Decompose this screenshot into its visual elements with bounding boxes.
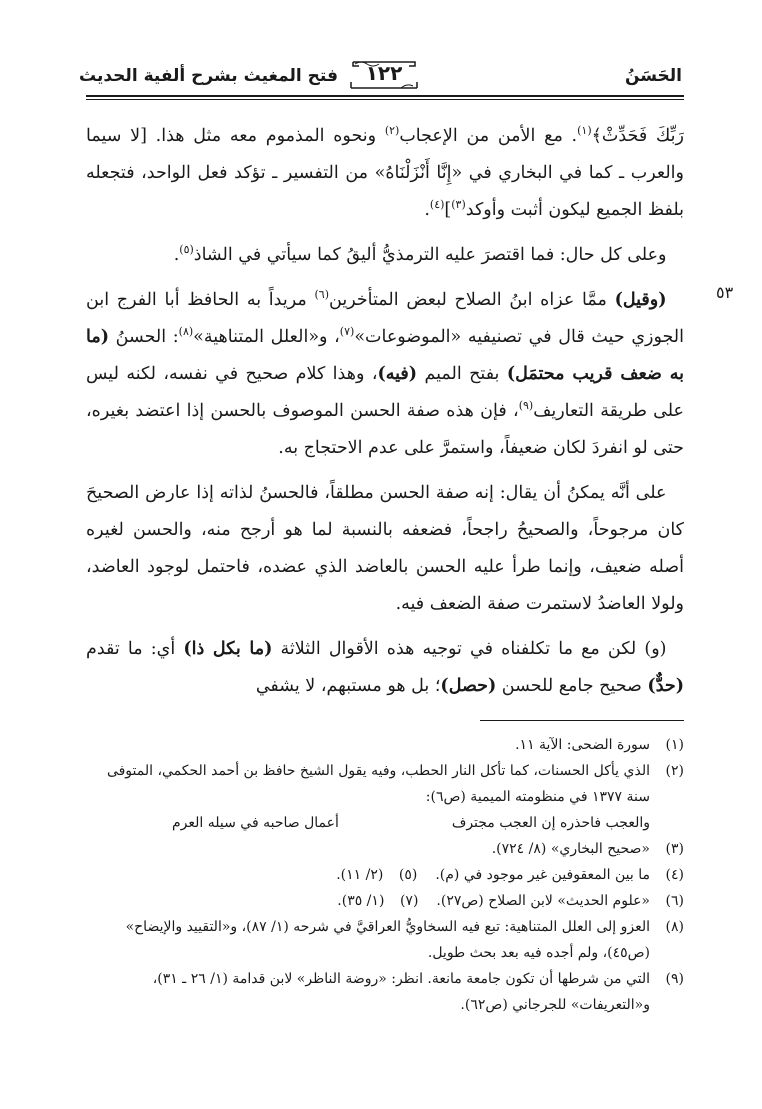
verse-hemistich: أعمال صاحبه في سيله العرم [172,815,339,831]
text-run: : الحسنُ [109,327,179,347]
matn-bold: (ما بكل ذا) [183,639,273,659]
footnote-1 [86,732,684,758]
footnote-text: (٢/ ١١). [336,867,384,883]
footnote-ref: (٤) [429,198,445,212]
footnote-ref: (٨) [178,325,194,339]
paragraph-5 [86,631,684,705]
text-run: صحيح جامع للحسن [496,676,648,696]
poetry-verse [86,810,684,836]
footnote-2 [86,758,684,810]
footnote-ref: (٥) [179,243,194,257]
footnote-text: «صحيح البخاري» (٨/ ٧٢٤). [491,841,650,857]
text-run: على أنَّه يمكنُ أن يقال: إنه صفة الحسن مطلقاً، فالحسنُ لذاته إذا عارض الصحيحَ كان مرجوحاً، والصحيحُ راجحاً، فضعفه بالنسبة لما هو أرجح منه، والحسن لغيره أصله ضعيف، وإنما طرأ عليه الحسن بالعاضد الذي عضده، فاحتمل لوجود العاضد، ولولا العاضدُ لاستمرت صفة الضعف فيه. [86,483,684,614]
matn-bold: (حصل) [440,676,497,696]
footnote-text: (١/ ٣٥). [337,893,385,909]
footnote-separator [480,720,684,721]
paragraph-4 [86,475,684,623]
header-rule [86,95,684,97]
footnote-text: الذي يأكل الحسنات، كما تأكل النار الحطب، وفيه يقول الشيخ حافظ بن أحمد الحكمي، المتوفى سنة ١٣٧٧ في منظومته الميمية (ص٦): [106,763,650,805]
quran-verse-end: رَبِّكَ فَحَدِّثْ﴾ [591,126,684,146]
verse-hemistich: والعجب فاحذره إن العجب مجترف [451,815,650,831]
footnote-number: (٦) [665,893,684,909]
footnote-8 [86,914,684,966]
matn-bold: (فيه) [377,364,418,384]
footnote-text: سورة الضحى: الآية ١١. [515,737,650,753]
paragraph-3 [86,282,684,467]
matn-bold: (وقيل) [614,290,667,310]
footnote-7 [337,888,418,914]
text-run: ممَّا عزاه ابنُ الصلاح لبعض المتأخرين [329,290,615,310]
matn-bold: (حدٌّ) [647,676,684,696]
text-run: . [173,245,180,265]
footnote-number: (٣) [665,841,684,857]
margin-verse-number: ٥٣ [716,283,734,302]
footnote-row [86,862,684,888]
text-run: ؛ بل هو مستبهم، لا يشفي [255,676,441,696]
text-run: أي: ما تقدم [86,639,184,659]
footnote-ref: (١) [577,124,592,138]
matn-bold: (ما به ضعف قريب محتمَل) [86,327,685,384]
footnote-number: (٩) [665,971,684,987]
footnote-5 [336,862,417,888]
main-text [86,118,684,705]
text-run: ] [444,200,452,220]
footnote-3 [86,836,684,862]
paragraph-1 [86,118,684,229]
text-run: بفتح الميم [417,364,507,384]
header-rule-thin [86,99,684,100]
text-run: . [424,200,430,220]
footnote-ref: (٢) [384,124,400,138]
text-run: ، وهذا كلام صحيح في نفسه، لكنه ليس على طريقة التعاريف [86,364,684,421]
footnote-text: ما بين المعقوفين غير موجود في (م). [435,867,650,883]
text-run: ونحوه المذموم معه مثل هذا. [لا سيما والعرب ـ كما في البخاري في «إِنَّا أَنْزَلْنَاهُ» من التفسير ـ تؤكد فعل الواحد، فتجعله بلفظ الجميع ليكون أثبت وأوكد [86,126,684,220]
footnote-number: (١) [665,737,684,753]
footnote-4 [435,862,684,888]
footnote-row [86,888,684,914]
footnote-6 [436,888,684,914]
footnote-ref: (٣) [451,198,466,212]
text-run: (و) لكن مع ما تكلفناه في توجيه هذه الأقوال الثلاثة [272,639,667,659]
paragraph-2 [86,237,684,274]
text-run: وعلى كل حال: فما اقتصرَ عليه الترمذيُّ أليقُ كما سيأتي في الشاذ [193,245,667,265]
header-book-title: فتح المغيث بشرح ألفية الحديث [78,66,338,86]
footnote-ref: (٩) [518,399,534,413]
footnote-text: العزو إلى العلل المتناهية: تبع فيه السخاويُّ العراقيَّ في شرحه (١/ ٨٧)، و«التقييد والإيضاح» (ص٤٥)، ولم أجده فيه بعد بحث طويل. [125,919,650,961]
header-section-title: الحَسَنُ [624,66,682,86]
footnote-number: (٨) [665,919,684,935]
text-run: . مع الأمن من الإعجاب [399,126,578,146]
footnote-number: (٤) [665,867,684,883]
text-run: ، و«العلل المتناهية» [193,327,340,347]
footnote-9 [86,966,684,1018]
footnote-number: (٧) [399,893,419,909]
footnote-ref: (٦) [314,288,330,302]
footnote-number: (٢) [665,763,684,779]
footnote-ref: (٧) [339,325,355,339]
text-run: ، فإن هذه صفة الحسن الموصوف بالحسن إذا اعتضد بغيره، حتى لو انفردَ لكان ضعيفاً، واستمرَّ على عدم الاحتجاج به. [86,401,684,458]
text-run: مريداً به الحافظ أبا الفرج ابن الجوزي حيث قال في تصنيفيه «الموضوعات» [86,290,684,347]
footnote-text: التي من شرطها أن تكون جامعة مانعة. انظر: «روضة الناظر» لابن قدامة (١/ ٢٦ ـ ٣١)، و«التعريفات» للجرجاني (ص٦٢). [152,971,650,1013]
footnote-text: «علوم الحديث» لابن الصلاح (ص٢٧). [436,893,650,909]
footnotes [86,732,684,1018]
page-number: ١٢٢ [365,61,403,85]
footnote-number: (٥) [398,867,418,883]
